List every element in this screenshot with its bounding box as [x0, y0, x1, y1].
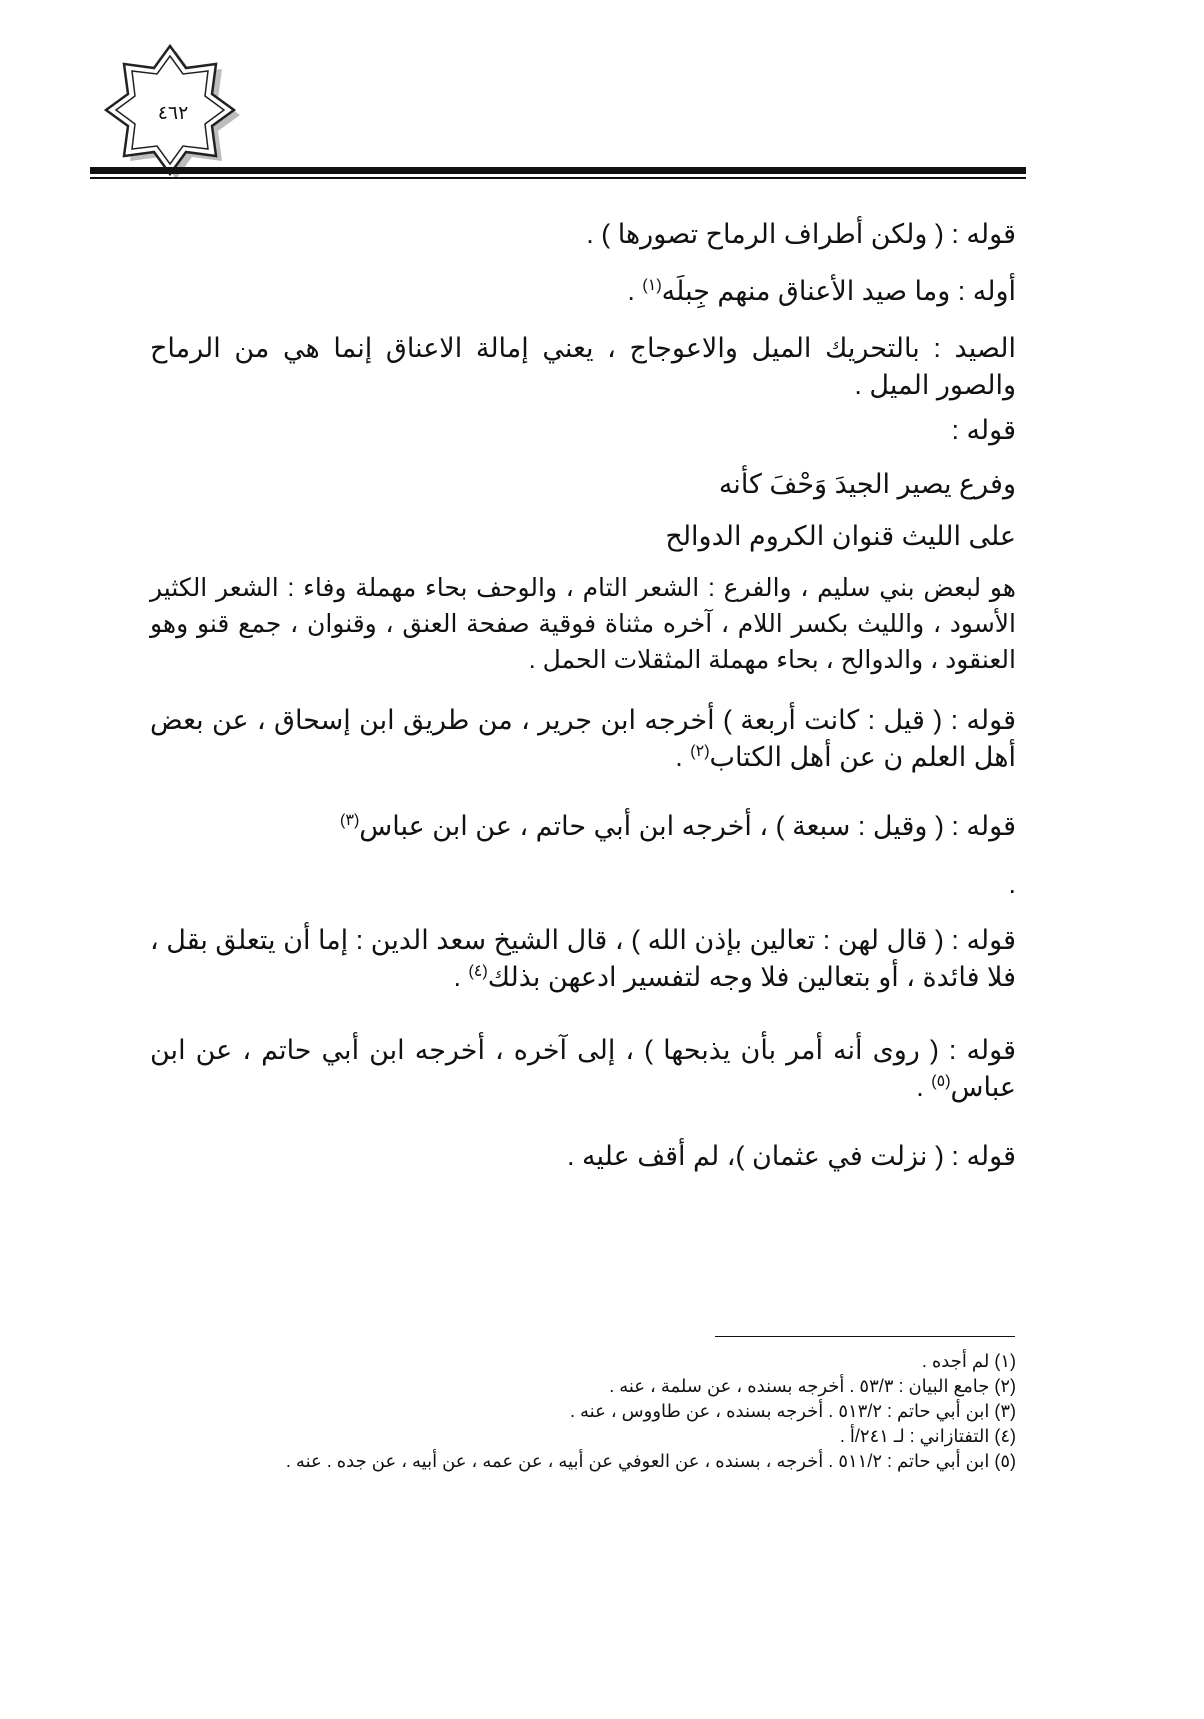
paragraph-end: .	[916, 1072, 932, 1102]
paragraph-text: أوله : وما صيد الأعناق منهم جِبلَه	[661, 276, 1016, 306]
footnote-ref-1: (١)	[642, 277, 662, 294]
footnote-item: (٥) ابن أبي حاتم : ٥١١/٢ . أخرجه ، بسنده ، عن العوفي عن أبيه ، عن عمه ، عن أبيه ، عن جده . عنه .	[285, 1451, 1016, 1471]
paragraph	[150, 1032, 1092, 1106]
footnote-ref-5: (٥)	[931, 1073, 951, 1090]
verse-text: وفرع يصير الجيدَ وَحْفَ كأنه	[718, 469, 1016, 499]
footnote-ref-2: (٢)	[690, 743, 710, 760]
footnote-ref-4: (٤)	[468, 963, 488, 980]
paragraph-end: .	[675, 742, 691, 772]
paragraph	[150, 570, 1092, 678]
paragraph-text: قوله : ( قال لهن : تعالين بإذن الله ) ، قال الشيخ سعد الدين : إما أن يتعلق بقل ، فلا فائدة ، أو بتعالين فلا وجه لتفسير ادعهن بذلك	[150, 925, 1016, 992]
paragraph	[150, 922, 1092, 996]
lone-dot: .	[1008, 869, 1016, 899]
footnote-ref-3: (٣)	[340, 812, 360, 829]
paragraph	[150, 1138, 1092, 1175]
verse-text: على الليث قنوان الكروم الدوالح	[665, 521, 1016, 551]
footnote-item: (٤) التفتازاني : لـ ٢٤١/أ .	[839, 1426, 1016, 1446]
paragraph-end-dot	[150, 866, 1016, 903]
header-rule	[90, 167, 1026, 174]
paragraph-end: .	[453, 962, 469, 992]
page-number: ٤٦٢	[157, 102, 189, 124]
paragraph-text: قوله : ( وقيل : سبعة ) ، أخرجه ابن أبي حاتم ، عن ابن عباس	[359, 811, 1016, 841]
paragraph	[150, 808, 1092, 845]
paragraph-text: قوله :	[951, 415, 1016, 445]
verse-line-2	[150, 518, 1204, 555]
paragraph-text: الصيد : بالتحريك الميل والاعوجاج ، يعني إمالة الاعناق إنما هي من الرماح والصور الميل .	[150, 333, 1016, 400]
paragraph	[150, 273, 1092, 310]
footnote-separator	[715, 1336, 1015, 1337]
paragraph-text: قوله : ( ولكن أطراف الرماح تصورها ) .	[586, 219, 1016, 249]
paragraph-text: قوله : ( قيل : كانت أربعة ) أخرجه ابن جرير ، من طريق ابن إسحاق ، عن بعض أهل العلم ن عن أهل الكتاب	[150, 705, 1016, 772]
header-rule-thin	[90, 177, 1026, 179]
paragraph-text: قوله : ( نزلت في عثمان )، لم أقف عليه .	[567, 1141, 1016, 1171]
paragraph	[150, 702, 1092, 776]
paragraph	[150, 216, 1092, 253]
page-number-badge	[98, 38, 248, 188]
footnote-item: (١) لم أجده .	[921, 1351, 1016, 1371]
paragraph-text: قوله : ( روى أنه أمر بأن يذبحها ) ، إلى آخره ، أخرجه ابن أبي حاتم ، عن ابن عباس	[150, 1035, 1016, 1102]
paragraph-text: هو لبعض بني سليم ، والفرع : الشعر التام ، والوحف بحاء مهملة وفاء : الشعر الكثير الأسود ، والليث بكسر اللام ، آخره مثناة فوقية صفحة العنق ، وقنوان ، جمع قنو وهو العنقود ، والدوالح ، بحاء مهملة المثقلات الحمل .	[150, 574, 1016, 674]
footnote-item: (٣) ابن أبي حاتم : ٥١٣/٢ . أخرجه بسنده ، عن طاووس ، عنه .	[570, 1401, 1016, 1421]
paragraph	[150, 412, 1092, 449]
paragraph	[150, 330, 1092, 404]
paragraph-end: .	[627, 276, 643, 306]
verse-line-1	[150, 466, 1092, 503]
footnotes	[150, 1349, 1016, 1474]
footnote-item: (٢) جامع البيان : ٥٣/٣ . أخرجه بسنده ، عن سلمة ، عنه .	[609, 1376, 1016, 1396]
